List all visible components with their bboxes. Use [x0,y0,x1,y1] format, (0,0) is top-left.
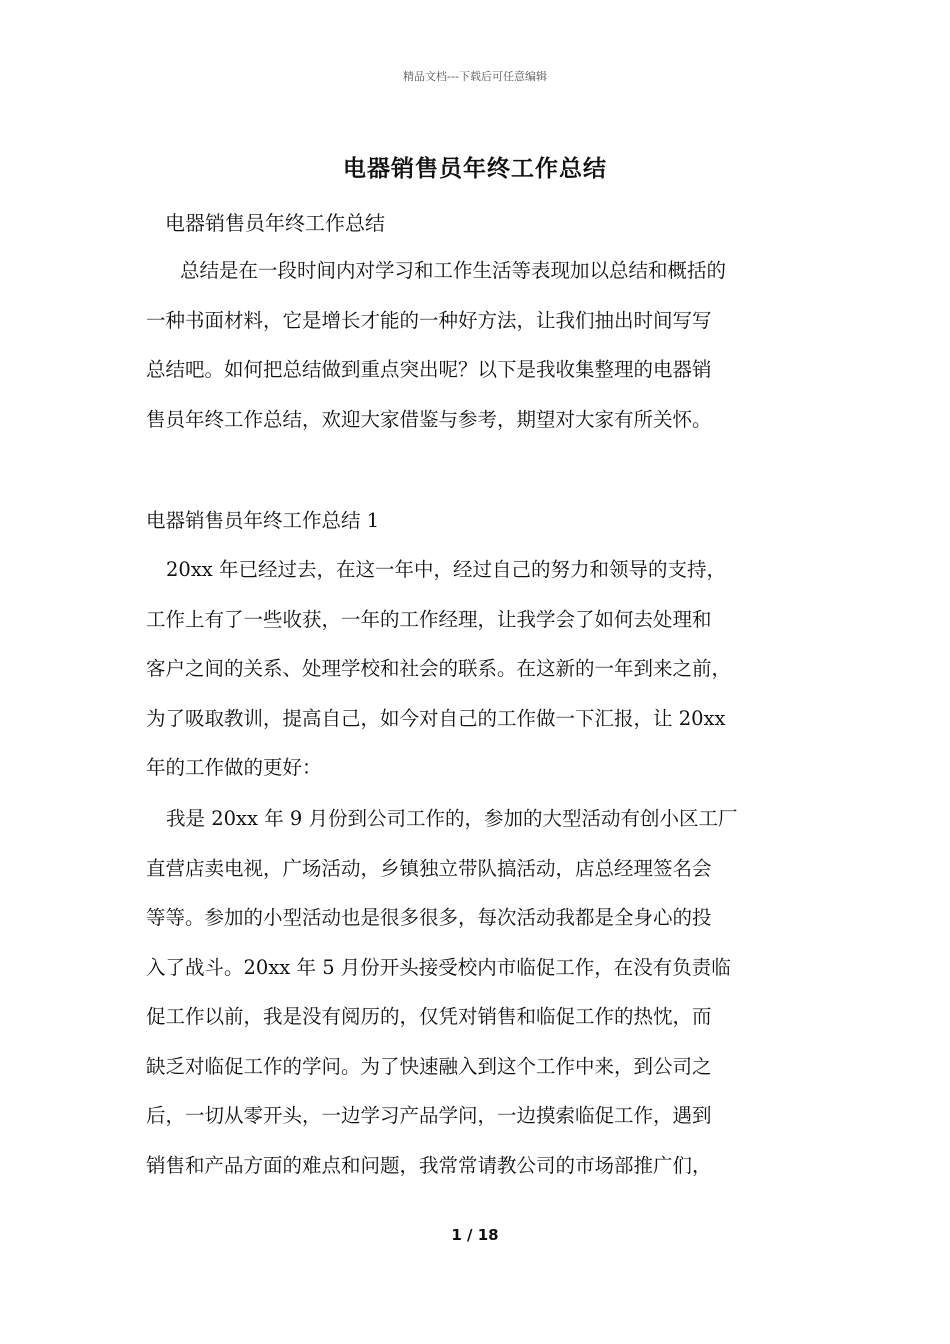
text-line: 总结是在一段时间内对学习和工作生活等表现加以总结和概括的 [180,259,727,282]
text-line: 为了吸取教训，提高自己，如今对自己的工作做一下汇报，让 20xx [146,706,726,730]
text-line: 促工作以前，我是没有阅历的，仅凭对销售和临促工作的热忱，而 [146,1005,712,1028]
text-line: 直营店卖电视，广场活动，乡镇独立带队搞活动，店总经理签名会 [146,856,712,880]
text-line: 一种书面材料，它是增长才能的一种好方法，让我们抽出时间写写 [146,308,712,332]
paragraph-2 [146,794,826,1190]
text-line: 等等。参加的小型活动也是很多很多，每次活动我都是全身心的投 [146,906,712,929]
text-line: 我是 20xx 年 9 月份到公司工作的，参加的大型活动有创小区工厂 [166,807,738,830]
text-line: 20xx 年已经过去，在这一年中，经过自己的努力和领导的支持， [166,558,727,581]
intro-paragraph [146,246,826,444]
text-line: 入了战斗。20xx 年 5 月份开头接受校内市临促工作，在没有负责临 [146,955,731,979]
text-line: 工作上有了一些收获，一年的工作经理，让我学会了如何去处理和 [146,607,712,631]
paragraph-1 [146,545,826,793]
document-title: 电器销售员年终工作总结 [343,155,607,182]
document-subtitle: 电器销售员年终工作总结 [165,211,385,235]
text-line: 客户之间的关系、处理学校和社会的联系。在这新的一年到来之前， [146,657,732,680]
text-line: 缺乏对临促工作的学问。为了快速融入到这个工作中来，到公司之 [146,1054,712,1078]
text-line: 售员年终工作总结，欢迎大家借鉴与参考，期望对大家有所关怀。 [146,407,712,431]
text-line: 总结吧。如何把总结做到重点突出呢？以下是我收集整理的电器销 [146,358,712,381]
text-line: 后，一切从零开头，一边学习产品学问，一边摸索临促工作，遇到 [146,1104,712,1127]
page-number: 1 / 18 [451,1226,499,1244]
section-1-title: 电器销售员年终工作总结 1 [146,509,380,532]
text-line: 销售和产品方面的难点和问题，我常常请教公司的市场部推广们， [146,1153,712,1177]
page-header: 精品文档---下载后可任意编辑 [403,70,547,83]
text-line: 年的工作做的更好： [146,756,322,779]
section-heading [146,496,826,546]
